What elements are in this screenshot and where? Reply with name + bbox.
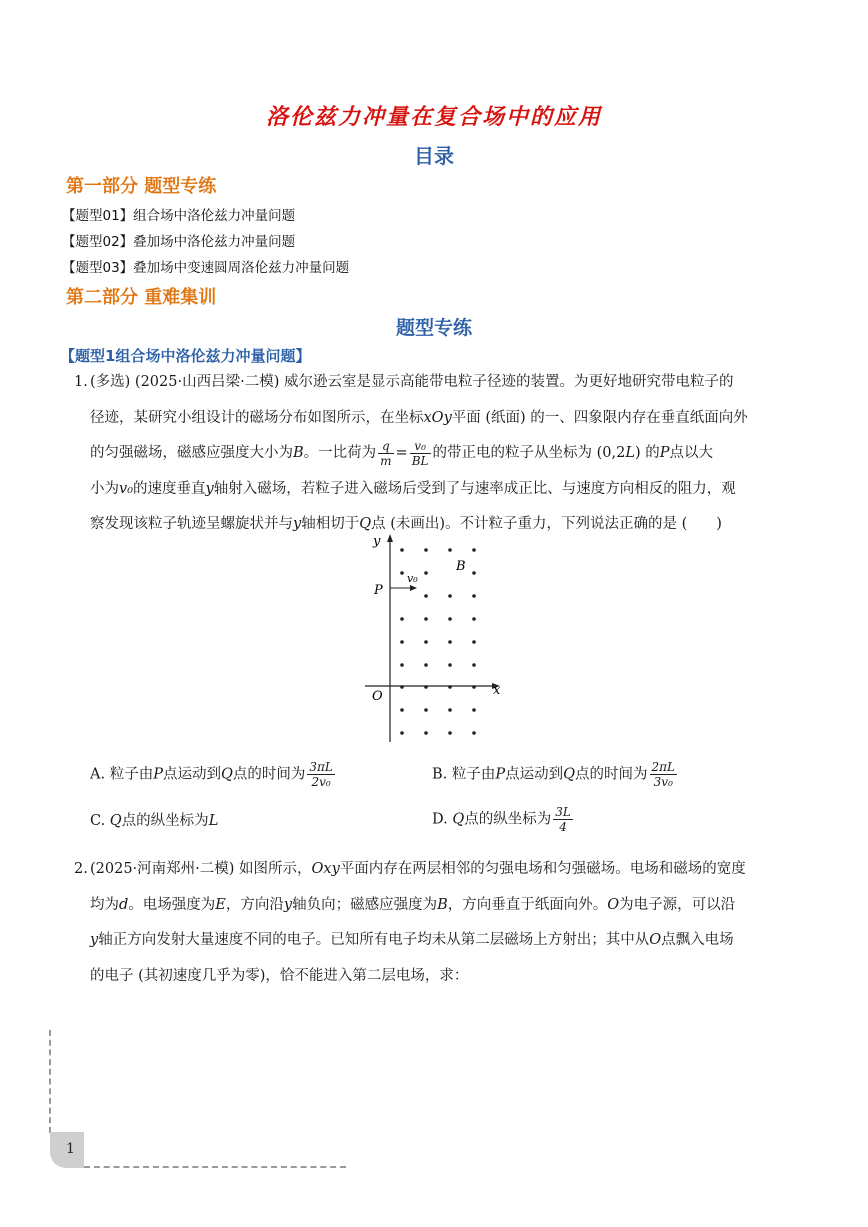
toc-part-1[interactable]: 第一部分 题型专练 [66, 176, 217, 197]
q1-line-3: 的匀强磁场，磁感应强度大小为B。一比荷为 $\frac{q}{m}$ = $\frac{\text{v₀}}{BL}$ 的带正电的粒子从坐标为 (0,2L) 的P点以大 [90, 438, 714, 468]
field-dot [448, 640, 452, 644]
field-dot [448, 708, 452, 712]
document-title: 洛伦兹力冲量在复合场中的应用 [265, 104, 602, 130]
field-dot [424, 731, 428, 735]
field-dot [448, 617, 452, 621]
option-c[interactable]: C. Q点的纵坐标为L [90, 813, 219, 829]
option-b[interactable]: B. 粒子由P点运动到Q点的时间为 $\frac{2\pi L}{\text{3v₀}}$ [432, 760, 676, 789]
field-dot [448, 731, 452, 735]
velocity-arrowhead [410, 585, 417, 591]
field-dot [448, 663, 452, 667]
x-axis-label: x [493, 683, 501, 698]
field-dot [472, 663, 476, 667]
q1-line-1: (多选) (2025·山西吕梁·二模) 威尔逊云室是显示高能带电粒子径迹的装置。为更好地研究带电粒子的 [90, 374, 734, 390]
field-dot [400, 617, 404, 621]
field-dot [424, 663, 428, 667]
q2-line-1: (2025·河南郑州·二模) 如图所示，Oxy平面内存在两层相邻的匀强电场和匀强磁场。电场和磁场的宽度 [90, 861, 746, 877]
origin-label: O [372, 689, 383, 704]
q2-line-3: y轴正方向发射大量速度不同的电子。已知所有电子均未从第二层磁场上方射出；其中从O点飘入电场 [90, 932, 734, 948]
field-dot [400, 548, 404, 552]
page-number-badge [50, 1132, 84, 1168]
q1-line-4: 小为v₀的速度垂直y轴射入磁场，若粒子进入磁场后受到了与速率成正比、与速度方向相反的阻力，观 [90, 480, 736, 497]
y-axis-arrow [387, 534, 393, 542]
field-dot [424, 708, 428, 712]
field-dot [400, 663, 404, 667]
magnetic-field-figure [360, 532, 510, 744]
field-dot [424, 617, 428, 621]
field-dot [472, 548, 476, 552]
y-axis-label: y [373, 534, 381, 549]
option-d[interactable]: D. Q点的纵坐标为 $\frac{3L}{4}$ [432, 805, 571, 834]
toc-item-type-01[interactable]: 【题型01】组合场中洛伦兹力冲量问题 [62, 208, 296, 224]
field-dot [472, 708, 476, 712]
toc-item-type-02[interactable]: 【题型02】叠加场中洛伦兹力冲量问题 [62, 234, 296, 250]
type-heading: 【题型1组合场中洛伦兹力冲量问题】 [60, 347, 311, 365]
footer-dashed-horizontal [84, 1166, 346, 1168]
q1-line-2: 径迹，某研究小组设计的磁场分布如图所示，在坐标xOy平面 (纸面) 的一、四象限内存在垂直纸面向外 [90, 409, 748, 426]
question-1 [74, 365, 806, 543]
page-number: 1 [66, 1141, 75, 1157]
footer-dashed-vertical [49, 1030, 51, 1133]
field-dot [424, 571, 428, 575]
point-p-label: P [374, 583, 383, 598]
section-title: 题型专练 [395, 317, 472, 339]
field-dot [472, 731, 476, 735]
q2-line-2: 均为d。电场强度为E，方向沿y轴负向；磁感应强度为B，方向垂直于纸面向外。O为电子源，可以沿 [90, 896, 736, 913]
field-b-label: B [456, 559, 466, 574]
toc-part-2[interactable]: 第二部分 重难集训 [66, 287, 217, 308]
question-number: 1. [74, 374, 88, 390]
field-dot [472, 571, 476, 575]
field-dot [448, 594, 452, 598]
toc-item-type-03[interactable]: 【题型03】叠加场中变速圆周洛伦兹力冲量问题 [62, 260, 350, 276]
field-dot [424, 548, 428, 552]
fraction-v0-bl: $\frac{\text{v₀}}{BL}$ [411, 438, 429, 468]
fraction-q-m: $\frac{q}{m}$ [380, 438, 392, 468]
field-dot [472, 640, 476, 644]
field-dot [424, 594, 428, 598]
option-a[interactable]: A. 粒子由P点运动到Q点的时间为 $\frac{3\pi L}{\text{2v₀}}$ [90, 760, 333, 789]
field-dot [424, 640, 428, 644]
q1-line-5: 察发现该粒子轨迹呈螺旋状并与y轴相切于Q点 (未画出)。不计粒子重力，下列说法正确的是 ( ) [90, 516, 722, 532]
toc-title: 目录 [414, 144, 454, 168]
field-dot [472, 617, 476, 621]
field-dot [400, 708, 404, 712]
question-number: 2. [74, 861, 88, 877]
field-dot [400, 640, 404, 644]
field-dot [472, 594, 476, 598]
field-dot [448, 548, 452, 552]
field-dot [400, 731, 404, 735]
q2-line-4: 的电子 (其初速度几乎为零)，恰不能进入第二层电场，求： [90, 967, 469, 984]
field-dot [400, 571, 404, 575]
question-2 [74, 852, 806, 994]
velocity-label: v₀ [407, 572, 418, 585]
